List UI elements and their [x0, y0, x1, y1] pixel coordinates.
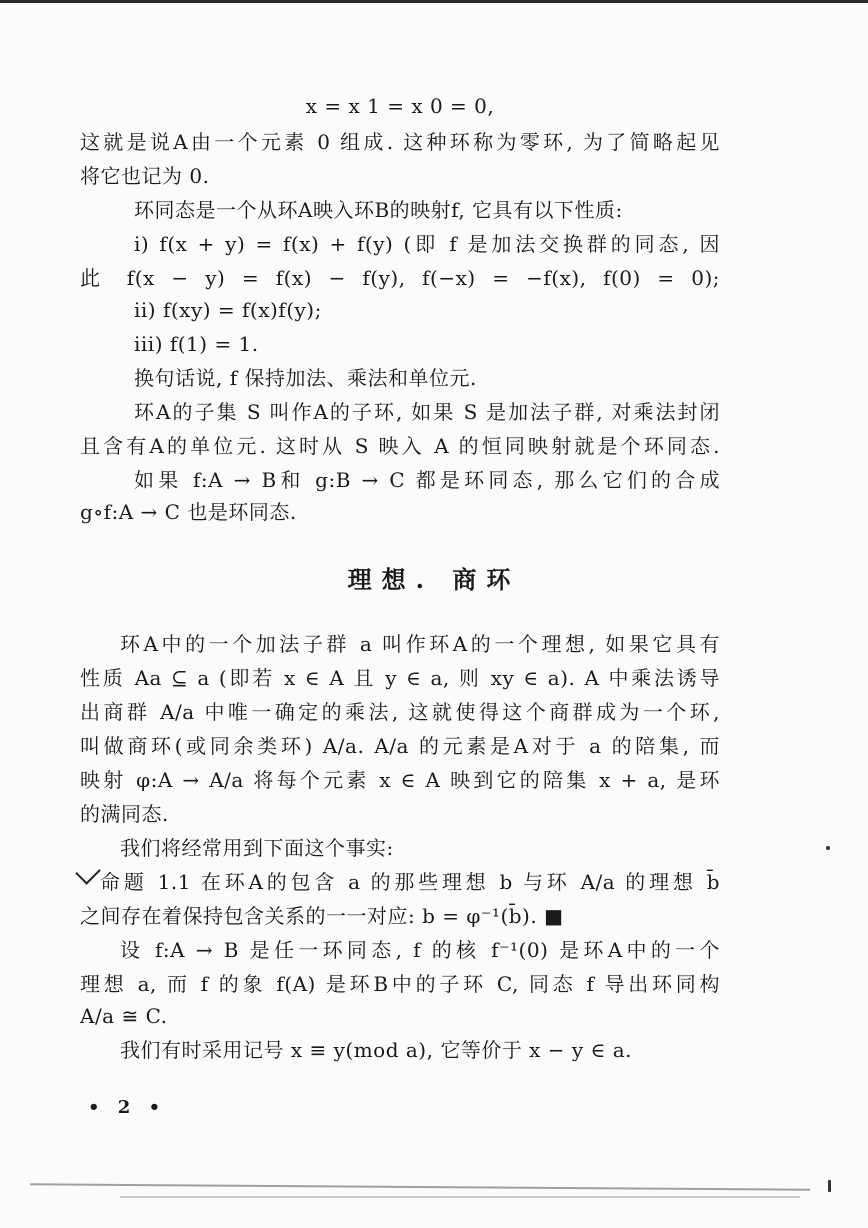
- handwritten-check-mark: [75, 859, 100, 884]
- page-number: • 2 •: [88, 1097, 167, 1118]
- text-line: 且含有A的单位元. 这时从 S 映入 A 的恒同映射就是个环同态.: [80, 434, 720, 458]
- text-line: 映射 φ:A → A/a 将每个元素 x ∈ A 映到它的陪集 x + a, 是环: [80, 768, 720, 792]
- text-line: 性质 Aa ⊆ a (即若 x ∈ A 且 y ∈ a, 则 xy ∈ a). A 中乘法诱导: [80, 666, 720, 690]
- equation-line: x = x 1 = x 0 = 0,: [305, 94, 495, 118]
- text-line: 换句话说, f 保持加法、乘法和单位元.: [134, 366, 477, 390]
- scan-speck: [826, 846, 830, 850]
- section-heading: 理想. 商环: [347, 565, 521, 594]
- text-line: 环A的子集 S 叫作A的子环, 如果 S 是加法子群, 对乘法封闭: [134, 400, 720, 424]
- proposition-line: 之间存在着保持包含关系的一一对应: b = φ⁻¹(b̄). ■: [80, 904, 564, 928]
- property-line: i) f(x + y) = f(x) + f(y) (即 f 是加法交换群的同态, 因: [134, 232, 720, 256]
- text-line: 理想 a, 而 f 的象 f(A) 是环B中的子环 C, 同态 f 导出环同构: [80, 972, 720, 996]
- text-line: 设 f:A → B 是任一环同态, f 的核 f⁻¹(0) 是环A中的一个: [120, 938, 720, 962]
- text-line: 这就是说A由一个元素 0 组成. 这种环称为零环, 为了简略起见: [80, 130, 720, 154]
- scan-speck: [828, 1180, 831, 1192]
- text-line: 我们将经常用到下面这个事实:: [120, 836, 394, 860]
- text-line: 将它也记为 0.: [80, 164, 210, 188]
- text-line: 出商群 A/a 中唯一确定的乘法, 这就使得这个商群成为一个环,: [80, 700, 720, 724]
- text-line: 叫做商环(或同余类环) A/a. A/a 的元素是A对于 a 的陪集, 而: [80, 734, 720, 758]
- text-line: g∘f:A → C 也是环同态.: [80, 500, 297, 524]
- text-line: 我们有时采用记号 x ≡ y(mod a), 它等价于 x − y ∈ a.: [120, 1038, 633, 1062]
- scan-edge-shadow: [30, 1183, 810, 1190]
- text-line: A/a ≅ C.: [80, 1004, 168, 1028]
- text-line: 的满同态.: [80, 802, 169, 826]
- property-line: iii) f(1) = 1.: [134, 332, 259, 356]
- text-line: 如果 f:A → B和 g:B → C 都是环同态, 那么它们的合成: [134, 468, 720, 492]
- top-border: [0, 0, 868, 3]
- scan-edge-shadow: [120, 1196, 800, 1198]
- property-line: 此 f(x − y) = f(x) − f(y), f(−x) = −f(x), f(0) = 0);: [80, 266, 720, 290]
- definition-line: 环同态是一个从环A映入环B的映射f, 它具有以下性质:: [134, 198, 623, 222]
- property-line: ii) f(xy) = f(x)f(y);: [134, 298, 322, 322]
- text-line: 环A中的一个加法子群 a 叫作环A的一个理想, 如果它具有: [120, 632, 720, 656]
- proposition-line: 命题 1.1 在环A的包含 a 的那些理想 b 与环 A/a 的理想 b̄: [100, 870, 720, 894]
